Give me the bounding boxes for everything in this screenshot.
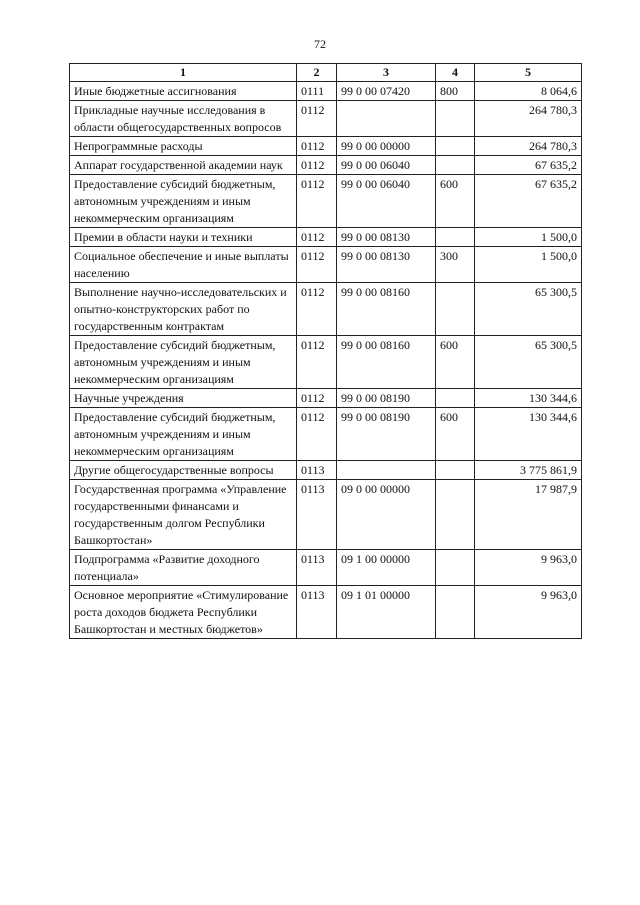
row-type xyxy=(436,480,475,550)
row-section: 0112 xyxy=(297,283,337,336)
row-section: 0112 xyxy=(297,228,337,247)
row-section: 0112 xyxy=(297,156,337,175)
header-cell: 5 xyxy=(475,64,582,82)
row-name: Социальное обеспечение и иные выплаты населению xyxy=(70,247,297,283)
row-target: 09 0 00 00000 xyxy=(337,480,436,550)
row-section: 0113 xyxy=(297,461,337,480)
row-amount: 3 775 861,9 xyxy=(475,461,582,480)
row-type: 600 xyxy=(436,336,475,389)
row-target: 99 0 00 08160 xyxy=(337,283,436,336)
row-amount: 67 635,2 xyxy=(475,156,582,175)
row-type: 600 xyxy=(436,408,475,461)
row-name: Непрограммные расходы xyxy=(70,137,297,156)
row-amount: 9 963,0 xyxy=(475,550,582,586)
table-row xyxy=(70,101,582,137)
table-row xyxy=(70,137,582,156)
row-target xyxy=(337,461,436,480)
row-target: 99 0 00 06040 xyxy=(337,175,436,228)
row-name: Предоставление субсидий бюджетным, автономным учреждениям и иным некоммерческим организациям xyxy=(70,336,297,389)
header-cell: 1 xyxy=(70,64,297,82)
row-amount: 1 500,0 xyxy=(475,228,582,247)
row-type xyxy=(436,228,475,247)
budget-table xyxy=(69,63,582,639)
table-row xyxy=(70,283,582,336)
row-amount: 17 987,9 xyxy=(475,480,582,550)
table-row xyxy=(70,336,582,389)
row-section: 0112 xyxy=(297,175,337,228)
row-type xyxy=(436,156,475,175)
row-target: 99 0 00 08130 xyxy=(337,228,436,247)
table-row xyxy=(70,156,582,175)
row-type xyxy=(436,461,475,480)
row-type xyxy=(436,137,475,156)
row-target: 99 0 00 07420 xyxy=(337,82,436,101)
row-name: Аппарат государственной академии наук xyxy=(70,156,297,175)
row-target: 99 0 00 08160 xyxy=(337,336,436,389)
row-type: 300 xyxy=(436,247,475,283)
row-name: Предоставление субсидий бюджетным, автономным учреждениям и иным некоммерческим организациям xyxy=(70,408,297,461)
row-section: 0112 xyxy=(297,336,337,389)
row-amount: 65 300,5 xyxy=(475,336,582,389)
row-section: 0113 xyxy=(297,480,337,550)
row-section: 0112 xyxy=(297,389,337,408)
row-type: 600 xyxy=(436,175,475,228)
header-cell: 3 xyxy=(337,64,436,82)
row-target: 99 0 00 08190 xyxy=(337,389,436,408)
page-number: 72 xyxy=(314,37,326,51)
row-name: Научные учреждения xyxy=(70,389,297,408)
table-row xyxy=(70,228,582,247)
table-row xyxy=(70,389,582,408)
table-row xyxy=(70,175,582,228)
row-amount: 8 064,6 xyxy=(475,82,582,101)
row-section: 0112 xyxy=(297,101,337,137)
row-type xyxy=(436,550,475,586)
header-cell: 2 xyxy=(297,64,337,82)
row-type xyxy=(436,283,475,336)
row-amount: 1 500,0 xyxy=(475,247,582,283)
table-row xyxy=(70,82,582,101)
row-section: 0113 xyxy=(297,550,337,586)
row-target: 99 0 00 06040 xyxy=(337,156,436,175)
row-type: 800 xyxy=(436,82,475,101)
row-amount: 130 344,6 xyxy=(475,389,582,408)
table-row xyxy=(70,408,582,461)
table-row xyxy=(70,247,582,283)
row-name: Основное мероприятие «Стимулирование роста доходов бюджета Республики Башкортостан и местных бюджетов» xyxy=(70,586,297,639)
row-type xyxy=(436,101,475,137)
table-row xyxy=(70,586,582,639)
row-target: 09 1 01 00000 xyxy=(337,586,436,639)
row-name: Подпрограмма «Развитие доходного потенциала» xyxy=(70,550,297,586)
row-name: Выполнение научно-исследовательских и опытно-конструкторских работ по государственным контрактам xyxy=(70,283,297,336)
header-row xyxy=(70,64,582,82)
row-target: 99 0 00 08190 xyxy=(337,408,436,461)
row-amount: 264 780,3 xyxy=(475,101,582,137)
row-target: 99 0 00 08130 xyxy=(337,247,436,283)
row-name: Предоставление субсидий бюджетным, автономным учреждениям и иным некоммерческим организациям xyxy=(70,175,297,228)
table-row xyxy=(70,550,582,586)
row-name: Иные бюджетные ассигнования xyxy=(70,82,297,101)
row-name: Государственная программа «Управление государственными финансами и государственным долгом Республики Башкортостан» xyxy=(70,480,297,550)
row-target: 09 1 00 00000 xyxy=(337,550,436,586)
row-section: 0111 xyxy=(297,82,337,101)
row-amount: 130 344,6 xyxy=(475,408,582,461)
row-name: Прикладные научные исследования в области общегосударственных вопросов xyxy=(70,101,297,137)
row-section: 0113 xyxy=(297,586,337,639)
table-body xyxy=(70,82,582,639)
row-amount: 264 780,3 xyxy=(475,137,582,156)
row-amount: 9 963,0 xyxy=(475,586,582,639)
row-target: 99 0 00 00000 xyxy=(337,137,436,156)
row-section: 0112 xyxy=(297,137,337,156)
row-section: 0112 xyxy=(297,408,337,461)
header-cell: 4 xyxy=(436,64,475,82)
table-row xyxy=(70,480,582,550)
row-amount: 67 635,2 xyxy=(475,175,582,228)
row-type xyxy=(436,389,475,408)
row-target xyxy=(337,101,436,137)
row-type xyxy=(436,586,475,639)
table-row xyxy=(70,461,582,480)
row-name: Премии в области науки и техники xyxy=(70,228,297,247)
row-amount: 65 300,5 xyxy=(475,283,582,336)
row-name: Другие общегосударственные вопросы xyxy=(70,461,297,480)
row-section: 0112 xyxy=(297,247,337,283)
